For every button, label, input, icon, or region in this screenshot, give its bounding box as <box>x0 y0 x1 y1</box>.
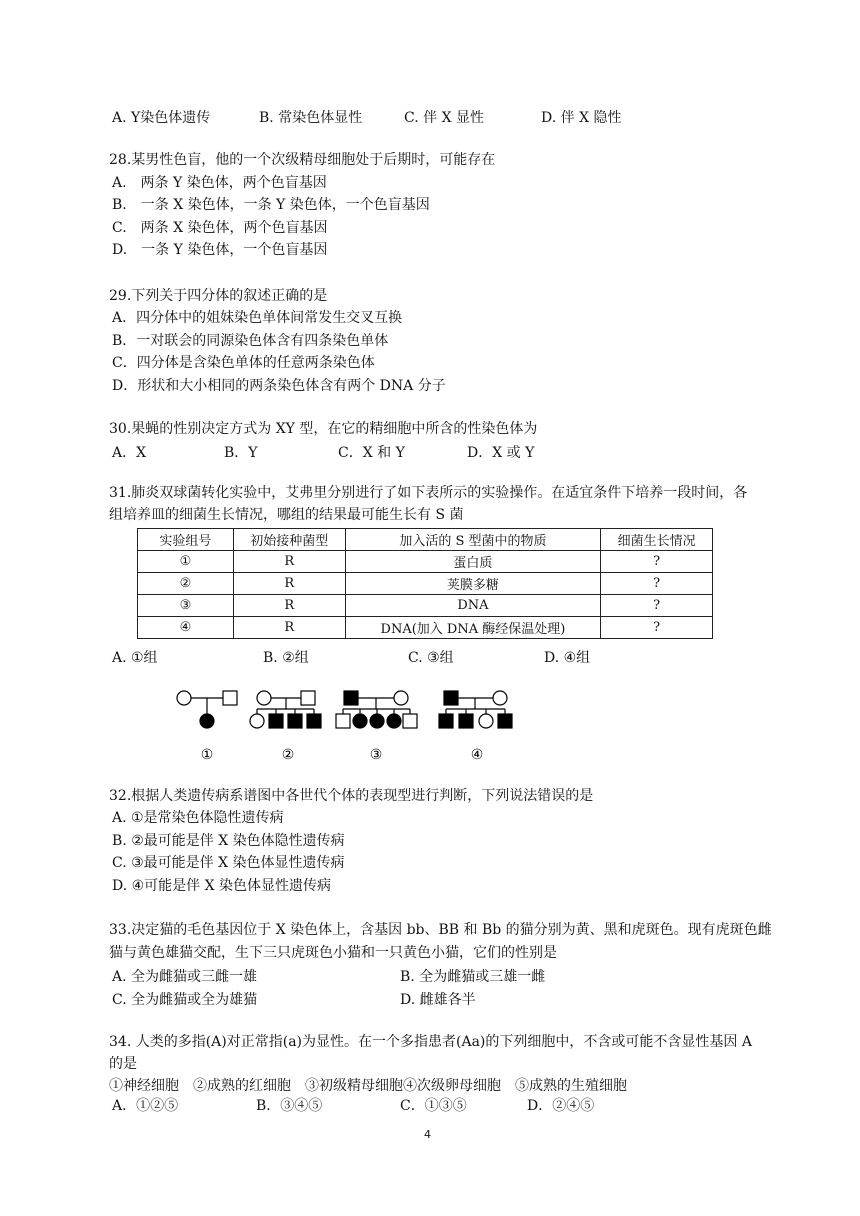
q32-option-d: D. ④可能是伴 X 染色体显性遗传病 <box>112 878 332 894</box>
q34-option-c: C．①③⑤ <box>400 1098 467 1114</box>
pedigree-normal-female <box>257 691 271 705</box>
pedigree-normal-female <box>177 691 191 705</box>
pedigree-label-3: ③ <box>369 747 383 763</box>
q27-option-d: D. 伴 X 隐性 <box>541 110 622 126</box>
q33-stem-line2: 猫与黄色雄猫交配，生下三只虎斑色小猫和一只黄色小猫，它们的性别是 <box>109 945 557 961</box>
q32-option-b: B. ②最可能是伴 X 染色体隐性遗传病 <box>112 833 345 849</box>
table-header-cell: 初始接种菌型 <box>233 529 345 551</box>
table-cell: ④ <box>138 617 234 639</box>
q28-stem: 28.某男性色盲，他的一个次级精母细胞处于后期时，可能存在 <box>109 152 496 168</box>
table-cell: 荚膜多糖 <box>345 573 601 595</box>
pedigree-affected-female <box>387 714 401 728</box>
q30-option-d: D．X 或 Y <box>467 445 535 461</box>
table-cell: R <box>233 551 345 573</box>
table-cell: R <box>233 617 345 639</box>
pedigree-normal-female <box>394 691 408 705</box>
q29-option-d: D．形状和大小相同的两条染色体含有两个 DNA 分子 <box>112 378 446 394</box>
q31-option-c: C. ③组 <box>408 650 454 666</box>
q27-option-b: B. 常染色体显性 <box>259 110 363 126</box>
q31-stem-line2: 组培养皿的细菌生长情况，哪组的结果最可能生长有 S 菌 <box>109 507 464 523</box>
table-cell: ? <box>601 617 713 639</box>
pedigree-affected-male <box>439 714 453 728</box>
q29-stem: 29.下列关于四分体的叙述正确的是 <box>109 288 328 304</box>
table-cell: DNA(加入 DNA 酶经保温处理) <box>345 617 601 639</box>
table-cell: ① <box>138 551 234 573</box>
q30-option-b: B．Y <box>224 445 258 461</box>
table-cell: R <box>233 595 345 617</box>
pedigree-affected-male <box>288 714 302 728</box>
q32-stem: 32.根据人类遗传病系谱图中各世代个体的表现型进行判断，下列说法错误的是 <box>109 788 594 804</box>
table-cell: DNA <box>345 595 601 617</box>
q31-stem-line1: 31.肺炎双球菌转化实验中，艾弗里分别进行了如下表所示的实验操作。在适宜条件下培养一段时间，各 <box>109 485 748 501</box>
q29-option-c: C．四分体是含染色单体的任意两条染色体 <box>112 355 375 371</box>
pedigree-affected-male <box>269 714 283 728</box>
q34-stem-line2: 的是 <box>109 1056 137 1072</box>
table-cell: ? <box>601 551 713 573</box>
q31-option-d: D. ④组 <box>544 650 591 666</box>
experiment-table <box>137 528 713 639</box>
pedigree-2 <box>250 691 321 728</box>
table-cell: R <box>233 573 345 595</box>
pedigree-affected-female <box>200 714 214 728</box>
pedigree-label-4: ④ <box>470 747 484 763</box>
table-cell: ③ <box>138 595 234 617</box>
q32-option-c: C. ③最可能是伴 X 染色体显性遗传病 <box>112 855 345 871</box>
q29-option-b: B．一对联会的同源染色体含有四条染色单体 <box>112 333 389 349</box>
table-header-cell: 细菌生长情况 <box>601 529 713 551</box>
pedigree-normal-male <box>403 714 417 728</box>
pedigree-normal-male <box>301 691 315 705</box>
pedigree-affected-male <box>444 691 458 705</box>
q31-option-a: A. ①组 <box>112 650 158 666</box>
q27-option-a: A. Y染色体遗传 <box>112 110 211 126</box>
page-number: 4 <box>424 1128 431 1141</box>
pedigree-affected-female <box>353 714 367 728</box>
q29-option-a: A．四分体中的姐妹染色单体间常发生交叉互换 <box>112 310 403 326</box>
table-header-row <box>138 529 713 551</box>
pedigree-affected-male <box>459 714 473 728</box>
q28-option-d: D. 一条 Y 染色体，一个色盲基因 <box>112 242 328 258</box>
pedigree-normal-male <box>223 691 237 705</box>
table-row <box>138 617 713 639</box>
pedigree-affected-male <box>344 691 358 705</box>
pedigree-normal-male <box>336 714 350 728</box>
q32-option-a: A. ①是常染色体隐性遗传病 <box>112 810 284 826</box>
q34-stem-line1: 34. 人类的多指(A)对正常指(a)为显性。在一个多指患者(Aa)的下列细胞中，不含或可能不含显性基因 A <box>109 1034 752 1050</box>
pedigree-affected-male <box>498 714 512 728</box>
pedigree-affected-female <box>370 714 384 728</box>
table-row <box>138 551 713 573</box>
table-row <box>138 573 713 595</box>
pedigree-normal-female <box>479 714 493 728</box>
table-cell: ? <box>601 595 713 617</box>
q31-option-b: B. ②组 <box>263 650 309 666</box>
q33-option-c: C. 全为雌猫或全为雄猫 <box>112 992 258 1008</box>
q33-option-a: A. 全为雌猫或三雌一雄 <box>112 969 258 985</box>
pedigree-3 <box>336 691 417 728</box>
q30-option-a: A．X <box>112 445 147 461</box>
q28-option-c: C. 两条 X 染色体，两个色盲基因 <box>112 220 328 236</box>
q34-option-a: A．①②⑤ <box>112 1098 179 1114</box>
pedigree-label-2: ② <box>281 747 295 763</box>
q30-stem: 30.果蝇的性别决定方式为 XY 型，在它的精细胞中所含的性染色体为 <box>109 421 538 437</box>
q30-option-c: C．X 和 Y <box>338 445 405 461</box>
table-row <box>138 595 713 617</box>
pedigree-normal-female <box>493 691 507 705</box>
pedigree-normal-female <box>250 714 264 728</box>
table-cell: ② <box>138 573 234 595</box>
q27-option-c: C. 伴 X 显性 <box>404 110 484 126</box>
q34-option-d: D．②④⑤ <box>527 1098 595 1114</box>
table-header-cell: 加入活的 S 型菌中的物质 <box>345 529 601 551</box>
q33-stem-line1: 33.决定猫的毛色基因位于 X 染色体上，含基因 bb、BB 和 Bb 的猫分别为黄、黑和虎斑色。现有虎斑色雌 <box>109 922 772 938</box>
table-cell: 蛋白质 <box>345 551 601 573</box>
pedigree-1 <box>177 691 237 728</box>
q34-items: ①神经细胞 ②成熟的红细胞 ③初级精母细胞④次级卵母细胞 ⑤成熟的生殖细胞 <box>109 1078 627 1094</box>
table-header-cell: 实验组号 <box>138 529 234 551</box>
pedigree-label-1: ① <box>200 747 214 763</box>
q33-option-d: D. 雌雄各半 <box>400 992 476 1008</box>
pedigree-4 <box>439 691 512 728</box>
q28-option-b: B. 一条 X 染色体，一条 Y 染色体，一个色盲基因 <box>112 197 430 213</box>
q33-option-b: B. 全为雌猫或三雄一雌 <box>400 969 546 985</box>
pedigree-affected-male <box>307 714 321 728</box>
table-cell: ? <box>601 573 713 595</box>
q28-option-a: A. 两条 Y 染色体，两个色盲基因 <box>112 175 327 191</box>
pedigree-diagrams <box>160 680 530 766</box>
q34-option-b: B．③④⑤ <box>256 1098 323 1114</box>
